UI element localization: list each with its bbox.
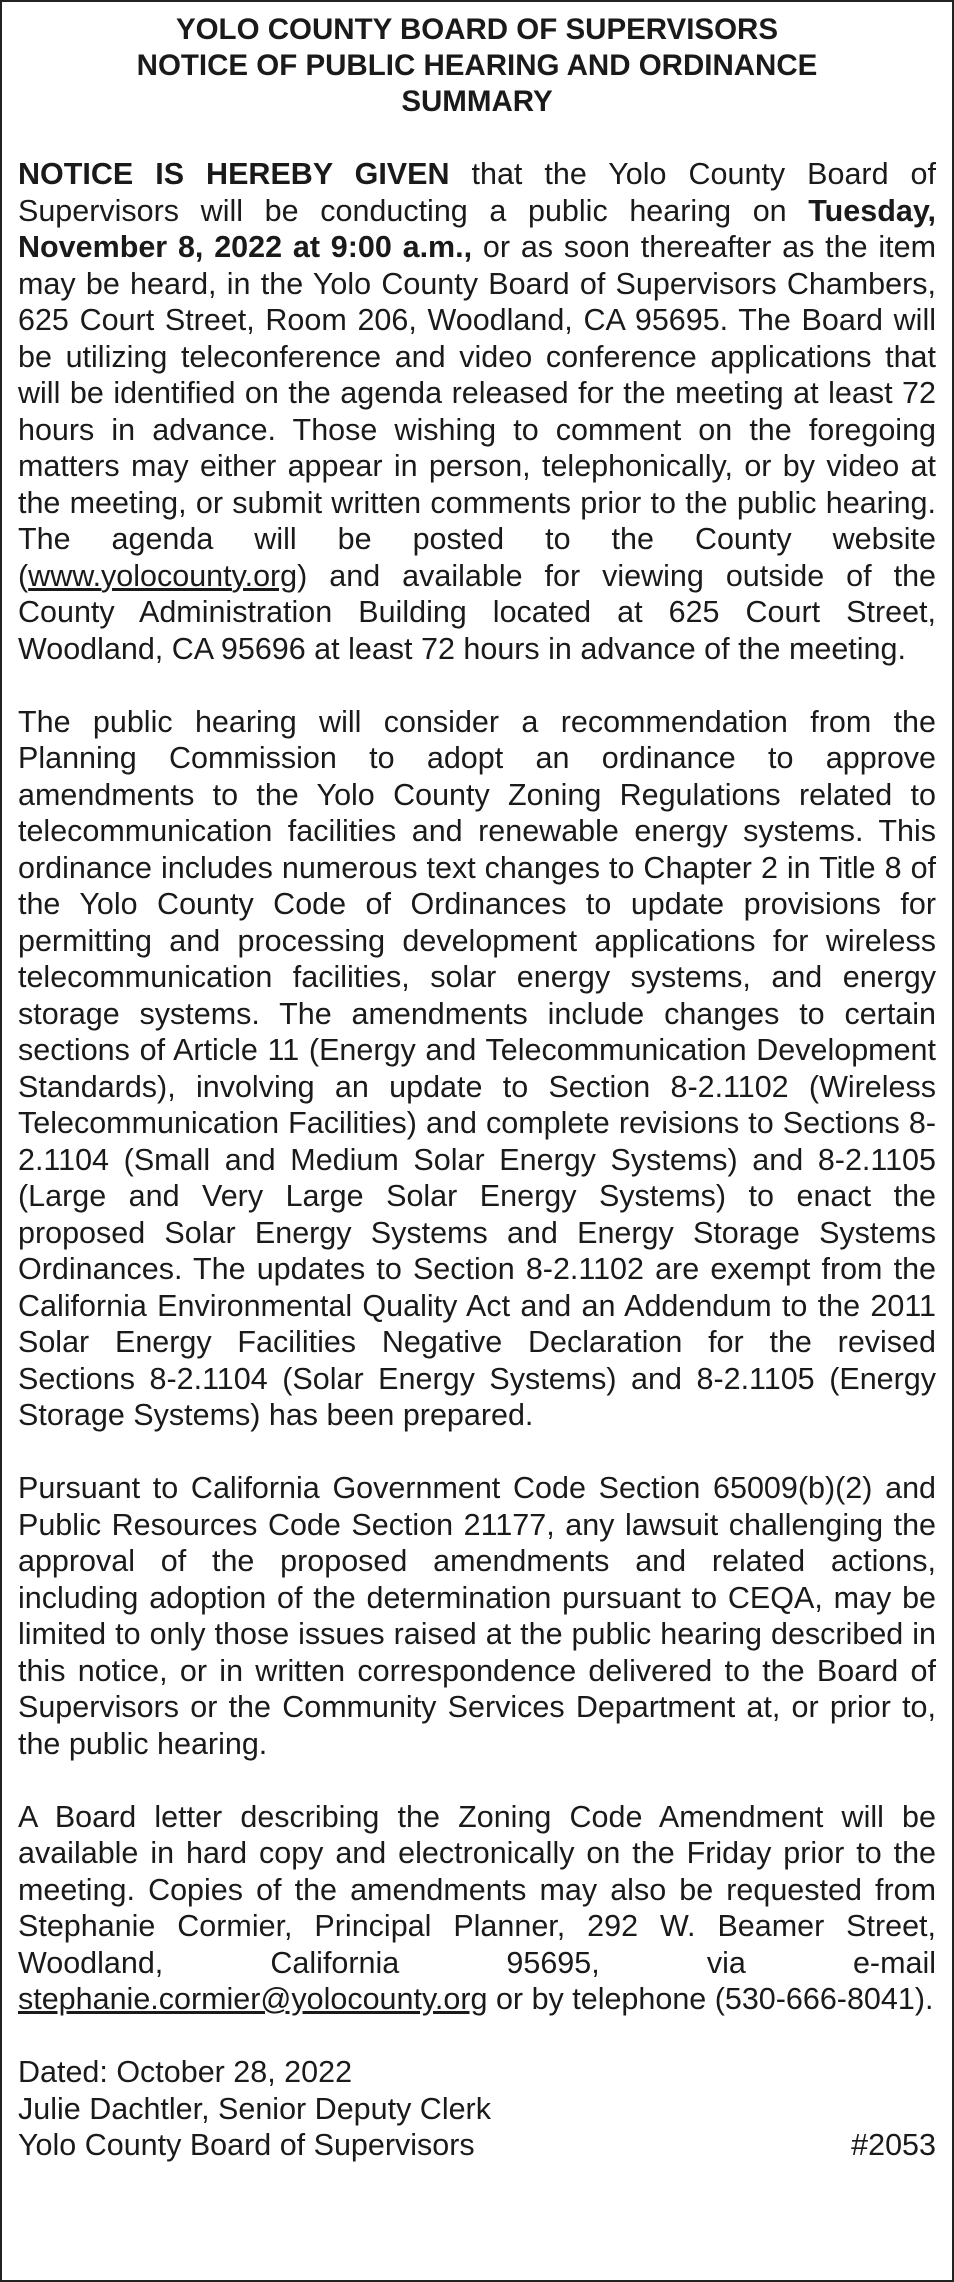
dated-line: Dated: October 28, 2022 (18, 2055, 353, 2089)
org-row (18, 2127, 936, 2164)
hearing-date: Tuesday, November 8, 2022 at 9:00 a.m., (18, 193, 936, 264)
signature-block (18, 2054, 936, 2164)
paragraph-ordinance-summary: The public hearing will consider a recommendation from the Planning Commission to adopt an ordinance to approve amendments to the Yolo County Zoning Regulations related to telecommunication facilities and renewable energy systems. This ordinance includes numerous text changes to Chapter 2 in Title 8 of the Yolo County Code of Ordinances to update provisions for permitting and processing development applications for wireless telecommunication facilities, solar energy systems, and energy storage systems. The amendments include changes to certain sections of Article 11 (Energy and Telecommunication Development Standards), involving an update to Section 8-2.1102 (Wireless Telecommunication Facilities) and complete revisions to Sections 8-2.1104 (Small and Medium Solar Energy Systems) and 8-2.1105 (Large and Very Large Solar Energy Systems) to enact the proposed Solar Energy Systems and Energy Storage Systems Ordinances. The updates to Section 8-2.1102 are exempt from the California Environmental Quality Act and an Addendum to the 2011 Solar Energy Facilities Negative Declaration for the revised Sections 8-2.1104 (Solar Energy Systems) and 8-2.1105 (Energy Storage Systems) has been prepared. (18, 704, 936, 1432)
notice-title (18, 12, 936, 120)
county-website-link[interactable]: www.yolocounty.org (28, 558, 298, 593)
notice-lead: NOTICE IS HEREBY GIVEN (18, 157, 450, 191)
title-line-3: SUMMARY (401, 85, 553, 118)
ad-number: #2053 (851, 2128, 936, 2162)
org-name: Yolo County Board of Supervisors (18, 2128, 475, 2162)
paragraph-board-letter (18, 1799, 936, 2018)
signer-line: Julie Dachtler, Senior Deputy Clerk (18, 2091, 491, 2126)
p4-text-2: or by telephone (530-666-8041). (487, 1982, 934, 2016)
title-line-2: NOTICE OF PUBLIC HEARING AND ORDINANCE (136, 49, 818, 82)
p1-text-3: ) and available for viewing outside of the County Administration Building located at 625 Court Street, Woodland, CA 95696 at least 72 hours in advance of the meeting. (18, 558, 936, 666)
p4-text-1: A Board letter describing the Zoning Code Amendment will be available in hard copy and electronically on the Friday prior to the meeting. Copies of the amendments may also be requested from Stephanie Cormier, Principal Planner, 292 W. Beamer Street, Woodland, California 95695, via e-mail (18, 1799, 936, 1980)
contact-email-link[interactable]: stephanie.cormier@yolocounty.org (18, 1982, 488, 2016)
paragraph-hearing-notice (18, 156, 936, 667)
title-line-1: YOLO COUNTY BOARD OF SUPERVISORS (175, 13, 779, 46)
paragraph-legal-challenge: Pursuant to California Government Code Section 65009(b)(2) and Public Resources Code Section 21177, any lawsuit challenging the approval of the proposed amendments and related actions, including adoption of the determination pursuant to CEQA, may be limited to only those issues raised at the public hearing described in this notice, or in written correspondence delivered to the Board of Supervisors or the Community Services Department at, or prior to, the public hearing. (18, 1471, 936, 1761)
p1-text-1: that the Yolo County Board of Supervisors will be conducting a public hearing on (18, 157, 936, 228)
p1-text-2: or as soon thereafter as the item may be heard, in the Yolo County Board of Supervisors Chambers, 625 Court Street, Room 206, Woodland, CA 95695. The Board will be utilizing teleconference and video conference applications that will be identified on the agenda released for the meeting at least 72 hours in advance. Those wishing to comment on the foregoing matters may either appear in person, telephonically, or by video at the meeting, or submit written comments prior to the public hearing. The agenda will be posted to the County website ( (18, 230, 936, 593)
